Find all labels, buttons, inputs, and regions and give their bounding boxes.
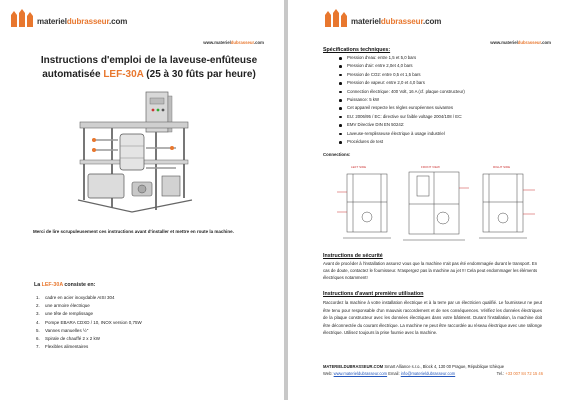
list-item: Pression d'air: entre 2,0et 4,0 bars bbox=[347, 62, 465, 70]
title-line-1: Instructions d'emploi de la laveuse-enfûteuse bbox=[40, 55, 258, 66]
list-item: Connection électrique: 400 Volt, 16 A (cf. plaque constructeur) bbox=[347, 88, 465, 96]
footer-email-link[interactable]: info@materieldubrasseur.com bbox=[400, 370, 456, 376]
document-page-1 bbox=[0, 0, 284, 400]
model-name: LEF-30A bbox=[103, 69, 144, 80]
list-item: 6. Spirale de chauffé 2 x 2 kW bbox=[41, 335, 142, 343]
connection-drawings bbox=[323, 162, 543, 250]
footer-phone[interactable]: +33 007 84 72 15 46 bbox=[505, 370, 543, 376]
logo-wordmark: materieldubrasseur.com bbox=[37, 17, 128, 26]
brewery-tanks-icon bbox=[323, 9, 349, 29]
components-list bbox=[34, 294, 142, 351]
security-text: Avant de procéder à l'installation assurez vous que la machine n'ait pas été endommagée durant le transport. En cas de doute, contactez le fournisseur. N'aspergez pas la machine au jet !!! Cela peut endommager les éléments électriques notamment! bbox=[323, 261, 538, 280]
list-item: 5. Vannes manuelles ½" bbox=[41, 327, 142, 335]
drawing-label: FRONT VIEW bbox=[421, 165, 440, 169]
brewery-tanks-icon bbox=[9, 9, 35, 29]
list-item: Laveuse-remplisseuse électrique à usage industriel bbox=[347, 130, 465, 138]
document-page-2 bbox=[288, 0, 571, 400]
specs-heading: Spécifications techniques: bbox=[323, 47, 391, 53]
security-heading: Instructions de sécurité bbox=[323, 253, 383, 259]
logo-wordmark: materieldubrasseur.com bbox=[351, 17, 442, 26]
list-item: 2. une armoire électrique bbox=[41, 302, 142, 310]
footer-company: Smart Alliance s.r.o., Block 4, 130 00 Prague, République tchèque bbox=[383, 364, 505, 369]
brand-logo bbox=[9, 7, 127, 29]
list-item: EU: 2006/95 / EC: directive sur faible voltage 2004/108 / EC: bbox=[347, 113, 465, 121]
drawing-label: LEFT SIDE bbox=[351, 165, 367, 169]
list-item: EMV Directive DIN EN 50242: bbox=[347, 121, 465, 129]
before-use-heading: Instructions d'avant première utilisation bbox=[323, 291, 424, 297]
drawing-label: RIGHT SIDE bbox=[493, 165, 511, 169]
website-header[interactable]: www.materieldubrasseur.com bbox=[490, 40, 551, 45]
list-item: Pression de vapeur: entre 2,0 et 4,0 bars bbox=[347, 79, 465, 87]
specs-list bbox=[338, 54, 465, 146]
footer-website-link[interactable]: www.materieldubrasseur.com bbox=[333, 370, 388, 376]
list-item: Procédures de test bbox=[347, 138, 465, 146]
list-item: Pression de CO2: entre 0,5 et 1,5 bars bbox=[347, 71, 465, 79]
list-item: Pression d'eau: entre 1,5 et 5,0 bars bbox=[347, 54, 465, 62]
footer-brand: MATERIELDUBRASSEUR.COM bbox=[323, 364, 384, 369]
page-title bbox=[24, 54, 274, 82]
list-item: 3. une tête de remplissage bbox=[41, 310, 142, 318]
before-use-text: Raccordez la machine à votre installation électrique et à la terre par un électricien qualifié. Le fournisseur ne peut être tenu pour responsable d'un mauvais raccordement et de ses conséquences. Vérifiez les données électriques de la plaque constructeur avec les données électriques dans votre bâtiment. Durant l'installation, la machine doit être déconnectée du courant électrique. La machine ne peut être raccordée au réseau électrique avec une rallonge électrique. Utilisez toujours la prise fournie avec la machine. bbox=[323, 300, 542, 336]
website-header[interactable]: www.materieldubrasseur.com bbox=[203, 40, 264, 45]
intro-notice: Merci de lire scrupuleusement ces instructions avant d'installer et mettre en route la machine. bbox=[33, 229, 234, 234]
connections-heading: Connections: bbox=[323, 152, 351, 157]
components-heading: La LEF-30A consiste en: bbox=[34, 282, 96, 288]
brand-logo bbox=[323, 7, 441, 29]
list-item: 4. Pompe EBARA CDXD / 10, INOX version 0,75W bbox=[41, 319, 142, 327]
list-item: Cet appareil respecte les règles européennes suivantes bbox=[347, 104, 465, 112]
title-line-2: automatisée LEF-30A (25 à 30 fûts par heure) bbox=[42, 69, 256, 80]
page-footer: MATERIELDUBRASSEUR.COM Smart Alliance s.r.o., Block 4, 130 00 Prague, République tchèque Web: www.materieldubrasseur.com Email: info@materieldubrasseur.com Tel.: +33 007 84 72 15 46 bbox=[323, 364, 543, 376]
machine-illustration bbox=[72, 90, 202, 218]
list-item: Puissance: 5 kW bbox=[347, 96, 465, 104]
list-item: 1. cadre en acier inoxydable AISI 304 bbox=[41, 294, 142, 302]
list-item: 7. Flexibles alimentaires bbox=[41, 343, 142, 351]
